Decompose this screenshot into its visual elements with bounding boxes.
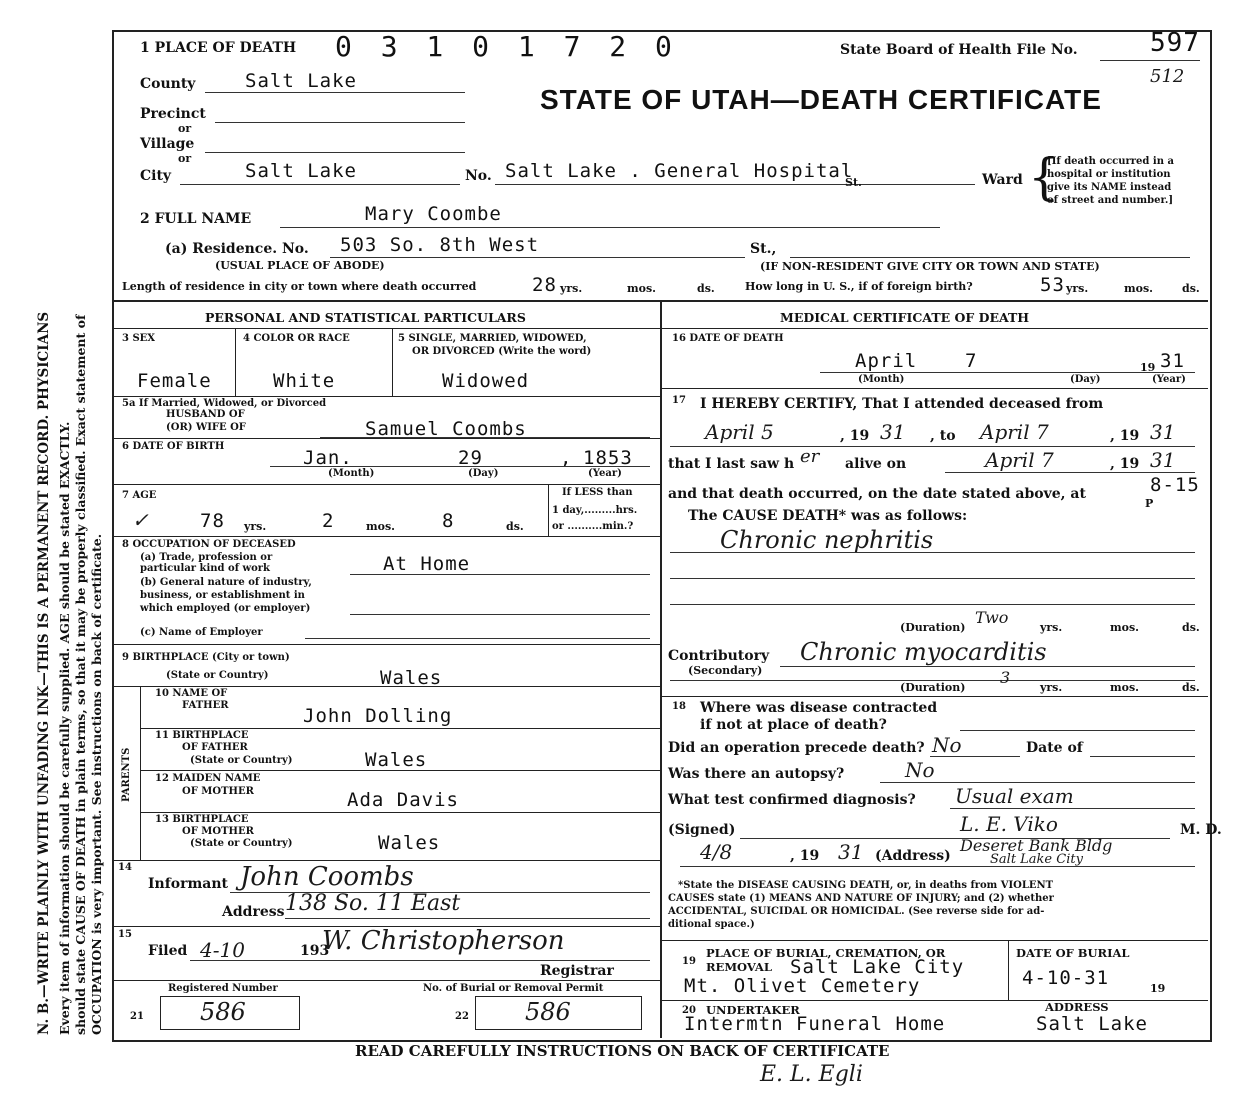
- dod-month-label: (Month): [858, 374, 905, 385]
- cause-underline-2: [670, 578, 1195, 579]
- city-underline: [180, 184, 460, 185]
- last-saw-year: 31: [1150, 448, 1176, 472]
- mother-bp-label-1: 13 BIRTHPLACE: [155, 814, 249, 825]
- dob-month-label: (Month): [328, 468, 375, 479]
- autopsy-underline: [880, 782, 1195, 783]
- test-value: Usual exam: [955, 784, 1074, 808]
- stamp-number: 0 3 1 0 1 7 2 0: [335, 30, 678, 63]
- residence-underline: [330, 257, 745, 258]
- usual-abode-label: (USUAL PLACE OF ABODE): [215, 259, 385, 272]
- attended-from: April 5: [705, 420, 774, 444]
- item-19: 19: [682, 956, 696, 967]
- dod-year-label: (Year): [1152, 374, 1186, 385]
- violent-note-1: *State the DISEASE CAUSING DEATH, or, in deaths from VIOLENT: [678, 880, 1054, 891]
- item-21: 21: [130, 1011, 144, 1022]
- divider-row-20: [660, 1000, 1208, 1001]
- occupation-underline-b: [350, 614, 650, 615]
- occupation-b2: business, or establishment in: [140, 590, 305, 601]
- divider-row-9: [112, 644, 660, 645]
- county-underline: [205, 92, 465, 93]
- side-instructions-line1: N. B.—WRITE PLAINLY WITH UNFADING INK—THIS IS A PERMANENT RECORD. PHYSICIANS: [36, 311, 52, 1035]
- race-label: 4 COLOR OR RACE: [243, 333, 350, 344]
- side-instructions-line4: OCCUPATION is very important. See instructions on back of certificate.: [89, 533, 104, 1035]
- spouse-value: Samuel Coombs: [365, 418, 527, 440]
- parents-label: PARENTS: [121, 747, 132, 802]
- registered-number-label: Registered Number: [168, 983, 278, 994]
- birthplace-label-2: (State or Country): [166, 670, 269, 681]
- dob-day-label: (Day): [468, 468, 499, 479]
- dob-year: 1853: [583, 447, 633, 469]
- occupation-label: 8 OCCUPATION OF DECEASED: [122, 539, 296, 550]
- st-label: St.: [845, 176, 862, 189]
- us-residence-label: How long in U. S., if of foreign birth?: [745, 280, 973, 293]
- item-22: 22: [455, 1011, 469, 1022]
- burial-permit-label: No. of Burial or Removal Permit: [423, 983, 604, 994]
- divider-row-8: [112, 536, 660, 537]
- violent-note-3: ACCIDENTAL, SUICIDAL OR HOMICIDAL. (See reverse side for ad-: [668, 906, 1045, 917]
- spouse-label-3: (OR) WIFE OF: [166, 422, 246, 433]
- footer-instructions: READ CAREFULLY INSTRUCTIONS ON BACK OF CERTIFICATE: [355, 1042, 890, 1060]
- side-instructions-line2: Every item of information should be carefully supplied. AGE should be stated EXACTLY.: [57, 421, 72, 1035]
- cause-ds-label: ds.: [1182, 621, 1200, 634]
- undertaker-value: Intermtn Funeral Home: [684, 1013, 946, 1035]
- divider-row-5: [112, 396, 660, 397]
- physician-signature: L. E. Viko: [960, 812, 1058, 836]
- contributory-value: Chronic myocarditis: [800, 638, 1047, 666]
- autopsy-value: No: [905, 758, 935, 782]
- operation-date-underline: [1090, 756, 1195, 757]
- last-saw-date: April 7: [985, 448, 1054, 472]
- footer-signature: E. L. Egli: [760, 1062, 863, 1087]
- age-check: ✓: [132, 508, 149, 532]
- dob-year-label: (Year): [588, 468, 622, 479]
- where-contracted-label-1: Where was disease contracted: [700, 700, 938, 716]
- length-mos-label: mos.: [627, 282, 656, 295]
- age-label: 7 AGE: [122, 490, 157, 501]
- us-residence-years: 53: [1040, 274, 1065, 296]
- or-1: or: [178, 122, 192, 135]
- alive-on-label: alive on: [845, 456, 907, 472]
- last-saw-y19: , 19: [1110, 456, 1140, 472]
- date-of-label: Date of: [1026, 740, 1083, 756]
- undertaker-label: UNDERTAKER: [706, 1003, 800, 1017]
- divider-row-19: [660, 940, 1208, 941]
- mother-label-1: 12 MAIDEN NAME: [155, 773, 261, 784]
- less-label-1: If LESS than: [562, 487, 633, 498]
- father-label-2: FATHER: [182, 700, 229, 711]
- contributory-underline: [780, 666, 1195, 667]
- length-yrs-label: yrs.: [560, 282, 583, 295]
- divider-row-6: [112, 438, 660, 439]
- physician-address-2: Salt Lake City: [990, 852, 1083, 867]
- occupation-a2: particular kind of work: [140, 563, 270, 574]
- divider-sex-race: [235, 328, 236, 396]
- death-time-ampm: P: [1145, 497, 1154, 510]
- alt-no: 512: [1150, 66, 1185, 87]
- us-yrs-label: yrs.: [1066, 282, 1089, 295]
- occupation-value: At Home: [383, 553, 471, 575]
- divider-row-7: [112, 484, 660, 485]
- md-label: M. D.: [1180, 822, 1222, 838]
- us-mos-label: mos.: [1124, 282, 1153, 295]
- dob-comma: ,: [560, 447, 573, 469]
- dod-year-prefix: 19: [1140, 361, 1156, 374]
- marital-value: Widowed: [442, 370, 530, 392]
- divider-row-12: [140, 770, 660, 771]
- age-yrs-label: yrs.: [244, 520, 267, 533]
- occupation-underline-a: [350, 574, 650, 575]
- signed-label: (Signed): [668, 822, 736, 838]
- informant-label: Informant: [148, 876, 228, 892]
- item-20: 20: [682, 1005, 696, 1016]
- test-underline: [950, 808, 1195, 809]
- divider-row-14: [112, 860, 660, 861]
- burial-city: Salt Lake City: [790, 956, 965, 978]
- dob-month: Jan.: [303, 447, 353, 469]
- less-label-2: 1 day,.........hrs.: [552, 505, 638, 516]
- full-name-label: 2 FULL NAME: [140, 211, 252, 227]
- occupation-b1: (b) General nature of industry,: [140, 577, 312, 588]
- to-label: , to: [930, 428, 956, 444]
- age-days: 8: [442, 510, 455, 532]
- permit-number-value: 586: [525, 998, 571, 1026]
- dod-year: 31: [1160, 350, 1185, 372]
- signed-date: 4/8: [700, 840, 733, 864]
- village-underline: [205, 152, 465, 153]
- father-bp-label-2: OF FATHER: [182, 742, 248, 753]
- age-mos-label: mos.: [366, 520, 395, 533]
- marital-label-2: OR DIVORCED (Write the word): [412, 346, 592, 357]
- mother-birthplace-value: Wales: [378, 832, 441, 854]
- residence-label: (a) Residence. No.: [165, 241, 309, 257]
- divider-row-21: [112, 980, 660, 981]
- filed-underline: [190, 960, 650, 961]
- divider-row-13: [140, 812, 660, 813]
- contributory-label: Contributory: [668, 648, 770, 664]
- cause-value: Chronic nephritis: [720, 526, 934, 554]
- age-years: 78: [200, 510, 225, 532]
- attended-to-y19: , 19: [1110, 428, 1140, 444]
- contrib-yrs-label: yrs.: [1040, 681, 1063, 694]
- certificate-title: STATE OF UTAH—DEATH CERTIFICATE: [540, 84, 1102, 115]
- undertaker-address-label: ADDRESS: [1045, 1000, 1109, 1014]
- divider-race-marital: [392, 328, 393, 396]
- test-label: What test confirmed diagnosis?: [668, 792, 916, 808]
- father-value: John Dolling: [303, 705, 453, 727]
- precinct-label: Precinct: [140, 106, 206, 122]
- divider-parents: [140, 686, 141, 860]
- certify-text: I HEREBY CERTIFY, That I attended deceased from: [700, 396, 1104, 412]
- contrib-mos-label: mos.: [1110, 681, 1139, 694]
- father-bp-label-1: 11 BIRTHPLACE: [155, 730, 249, 741]
- attended-from-y19: , 19: [840, 428, 870, 444]
- mother-bp-label-3: (State or Country): [190, 838, 293, 849]
- birthplace-label-1: 9 BIRTHPLACE (City or town): [122, 652, 290, 663]
- divider-row-18: [660, 696, 1208, 697]
- physician-address-label: (Address): [875, 848, 951, 864]
- length-residence-label: Length of residence in city or town where death occurred: [122, 280, 477, 293]
- registrar-label: Registrar: [540, 963, 614, 979]
- divider-row-11: [140, 728, 660, 729]
- occupation-a1: (a) Trade, profession or: [140, 552, 273, 563]
- duration-label: (Duration): [900, 621, 966, 634]
- date-of-death-label: 16 DATE OF DEATH: [672, 333, 784, 344]
- death-occurred-label: and that death occurred, on the date stated above, at: [668, 486, 1086, 502]
- non-resident-label: (IF NON-RESIDENT GIVE CITY OR TOWN AND STATE): [760, 260, 1100, 273]
- institution-value: Salt Lake . General Hospital: [505, 160, 854, 182]
- physician-address-underline: [680, 866, 1195, 867]
- precinct-underline: [215, 122, 465, 123]
- burial-year-suffix: 19: [1150, 982, 1166, 995]
- contrib-duration-label: (Duration): [900, 681, 966, 694]
- ward-note-1: [If death occurred in a: [1047, 156, 1174, 167]
- dob-label: 6 DATE OF BIRTH: [122, 441, 225, 452]
- registrar-signature: W. Christopherson: [322, 926, 565, 956]
- last-saw-her: er: [800, 446, 820, 467]
- death-time: 8-15: [1150, 474, 1200, 496]
- employer-underline: [305, 638, 650, 639]
- cause-yrs-label: yrs.: [1040, 621, 1063, 634]
- dob-underline: [270, 466, 650, 467]
- divider-row-10: [112, 686, 660, 687]
- burial-cemetery: Mt. Olivet Cemetery: [684, 975, 921, 997]
- occupation-c: (c) Name of Employer: [140, 627, 263, 638]
- mother-value: Ada Davis: [347, 789, 459, 811]
- city-value: Salt Lake: [245, 160, 357, 182]
- violent-note-2: CAUSES state (1) MEANS AND NATURE OF INJURY; and (2) whether: [668, 893, 1054, 904]
- ward-note-2: hospital or institution: [1047, 169, 1171, 180]
- ward-note-3: give its NAME instead: [1047, 182, 1172, 193]
- item-17: 17: [672, 395, 686, 406]
- operation-underline: [930, 756, 1020, 757]
- dod-underline: [820, 372, 1195, 373]
- ward-brace: {: [1028, 148, 1060, 206]
- father-birthplace-value: Wales: [365, 749, 428, 771]
- burial-place-label-1: PLACE OF BURIAL, CREMATION, OR: [706, 946, 946, 960]
- or-2: or: [178, 152, 192, 165]
- mother-label-2: OF MOTHER: [182, 786, 254, 797]
- place-of-death-label: 1 PLACE OF DEATH: [140, 40, 297, 56]
- physician-address: Deseret Bank Bldg: [960, 836, 1113, 855]
- dob-day: 29: [458, 447, 483, 469]
- secondary-label: (Secondary): [688, 664, 763, 677]
- birthplace-value: Wales: [380, 667, 443, 689]
- file-no-label: State Board of Health File No.: [840, 42, 1078, 58]
- residence-value: 503 So. 8th West: [340, 234, 540, 256]
- personal-section-title: PERSONAL AND STATISTICAL PARTICULARS: [205, 310, 526, 325]
- informant-signature: John Coombs: [240, 862, 414, 892]
- last-saw-underline: [945, 472, 1195, 473]
- city-label: City: [140, 168, 172, 184]
- file-no: 597: [1150, 28, 1200, 58]
- ward-label: Ward: [982, 172, 1023, 188]
- divider-section-titles: [112, 328, 1208, 329]
- cause-duration: Two: [975, 608, 1009, 627]
- full-name-value: Mary Coombe: [365, 203, 502, 225]
- sex-label: 3 SEX: [122, 333, 156, 344]
- filed-label: Filed: [148, 943, 188, 959]
- county-value: Salt Lake: [245, 70, 357, 92]
- residence-st-underline: [790, 257, 1190, 258]
- spouse-label-1: 5a If Married, Widowed, or Divorced: [122, 398, 327, 409]
- signed-year-prefix: , 19: [790, 848, 820, 864]
- dod-day-label: (Day): [1070, 374, 1101, 385]
- filed-year-prefix: 193: [300, 943, 330, 959]
- side-instructions-line3: should state CAUSE OF DEATH in plain terms, so that it may be properly classified. Exact statement of: [73, 314, 88, 1035]
- filed-date: 4-10: [200, 938, 245, 962]
- race-value: White: [273, 370, 336, 392]
- item-18: 18: [672, 701, 686, 712]
- village-label: Village: [140, 136, 195, 152]
- informant-address: 138 So. 11 East: [285, 891, 461, 916]
- ward-note-4: of street and number.]: [1047, 195, 1174, 206]
- violent-note-4: ditional space.): [668, 919, 755, 930]
- autopsy-label: Was there an autopsy?: [668, 766, 845, 782]
- where-contracted-underline: [960, 730, 1195, 731]
- no-label: No.: [465, 168, 492, 184]
- divider-row-16: [660, 388, 1208, 389]
- length-residence-years: 28: [532, 274, 557, 296]
- cause-label: The CAUSE DEATH* was as follows:: [688, 508, 968, 524]
- marital-label-1: 5 SINGLE, MARRIED, WIDOWED,: [398, 333, 587, 344]
- signed-year: 31: [838, 840, 864, 864]
- cause-mos-label: mos.: [1110, 621, 1139, 634]
- registered-number-value: 586: [200, 998, 246, 1026]
- burial-place-label-2: REMOVAL: [706, 960, 772, 974]
- age-months: 2: [322, 510, 335, 532]
- age-ds-label: ds.: [506, 520, 524, 533]
- operation-value: No: [932, 733, 962, 757]
- father-label-1: 10 NAME OF: [155, 688, 228, 699]
- us-ds-label: ds.: [1182, 282, 1200, 295]
- dod-day: 7: [965, 350, 978, 372]
- medical-section-title: MEDICAL CERTIFICATE OF DEATH: [780, 310, 1030, 325]
- divider-burial-date: [1008, 940, 1009, 1000]
- sex-value: Female: [137, 370, 212, 392]
- burial-date-label: DATE OF BURIAL: [1016, 946, 1130, 960]
- father-bp-label-3: (State or Country): [190, 755, 293, 766]
- mother-bp-label-2: OF MOTHER: [182, 826, 254, 837]
- less-label-3: or ..........min.?: [552, 521, 634, 532]
- divider-center: [660, 300, 662, 1038]
- contrib-ds-label: ds.: [1182, 681, 1200, 694]
- no-underline: [495, 184, 975, 185]
- full-name-underline: [280, 227, 940, 228]
- spouse-label-2: HUSBAND OF: [166, 409, 245, 420]
- where-contracted-label-2: if not at place of death?: [700, 717, 887, 733]
- item-15: 15: [118, 929, 132, 940]
- attended-from-year: 31: [880, 420, 906, 444]
- cause-underline-3: [670, 604, 1195, 605]
- divider-age-less: [548, 484, 549, 536]
- length-ds-label: ds.: [697, 282, 715, 295]
- informant-address-label: Address: [222, 904, 285, 920]
- attended-to-year: 31: [1150, 420, 1176, 444]
- item-14: 14: [118, 862, 132, 873]
- burial-date: 4-10-31: [1022, 967, 1110, 989]
- contributory-duration: 3: [1000, 668, 1011, 687]
- residence-st-label: St.,: [750, 241, 777, 257]
- cause-underline-1: [670, 552, 1195, 553]
- informant-address-underline: [285, 918, 650, 919]
- attended-underline: [670, 446, 1195, 447]
- undertaker-address: Salt Lake: [1036, 1013, 1148, 1035]
- file-no-underline: [1100, 60, 1200, 61]
- attended-to: April 7: [980, 420, 1049, 444]
- dod-month: April: [855, 350, 918, 372]
- occupation-b3: which employed (or employer): [140, 603, 311, 614]
- last-saw-label: that I last saw h: [668, 456, 795, 472]
- county-label: County: [140, 76, 196, 92]
- operation-label: Did an operation precede death?: [668, 740, 925, 756]
